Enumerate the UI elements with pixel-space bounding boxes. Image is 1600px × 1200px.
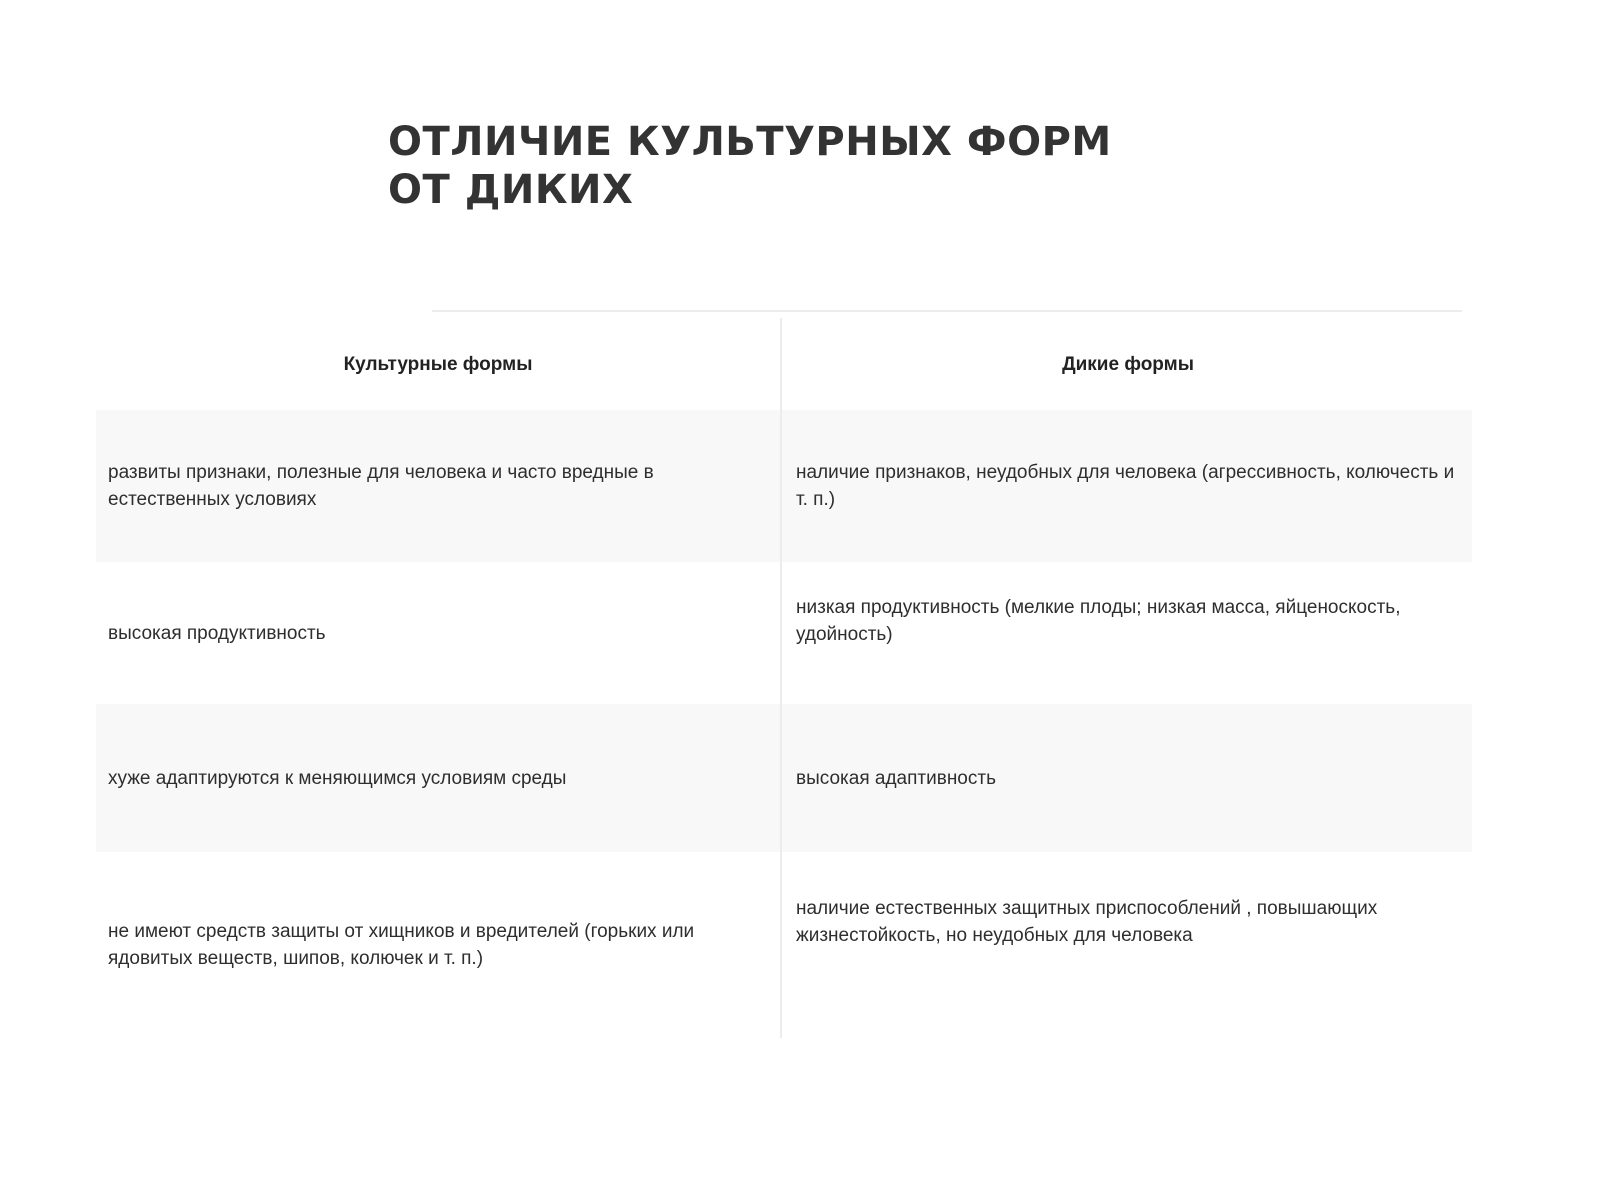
table-cell-wild: наличие признаков, неудобных для человека (агрессивность, колючесть и т. п.) — [796, 462, 1455, 510]
comparison-table — [96, 318, 1472, 1038]
table-cell-cultured: хуже адаптируются к меняющимся условиям среды — [96, 704, 782, 852]
table-cell-wild: высокая адаптивность — [796, 767, 996, 789]
table-cell-cultured: высокая продуктивность — [96, 562, 782, 704]
table-cell-cultured: развиты признаки, полезные для человека и часто вредные в естественных условиях — [96, 410, 782, 562]
table-row — [96, 852, 1472, 1038]
table-cell-cultured: не имеют средств защиты от хищников и вредителей (горьких или ядовитых веществ, шипов, колючек и т. п.) — [96, 852, 782, 1038]
table-row — [96, 410, 1472, 562]
table-row — [96, 704, 1472, 852]
table-cell-wild: наличие естественных защитных приспособлений , повышающих жизнестойкость, но неудобных для человека — [796, 898, 1378, 946]
column-header-cultured: Культурные формы — [96, 318, 782, 410]
divider — [432, 310, 1462, 312]
page-title: ОТЛИЧИЕ КУЛЬТУРНЫХ ФОРМ ОТ ДИКИХ — [388, 119, 1112, 213]
table-row — [96, 562, 1472, 704]
table-cell-wild: низкая продуктивность (мелкие плоды; низкая масса, яйценоскость, удойность) — [796, 597, 1401, 645]
column-header-wild: Дикие формы — [1062, 353, 1194, 375]
table-header-row — [96, 318, 1472, 410]
